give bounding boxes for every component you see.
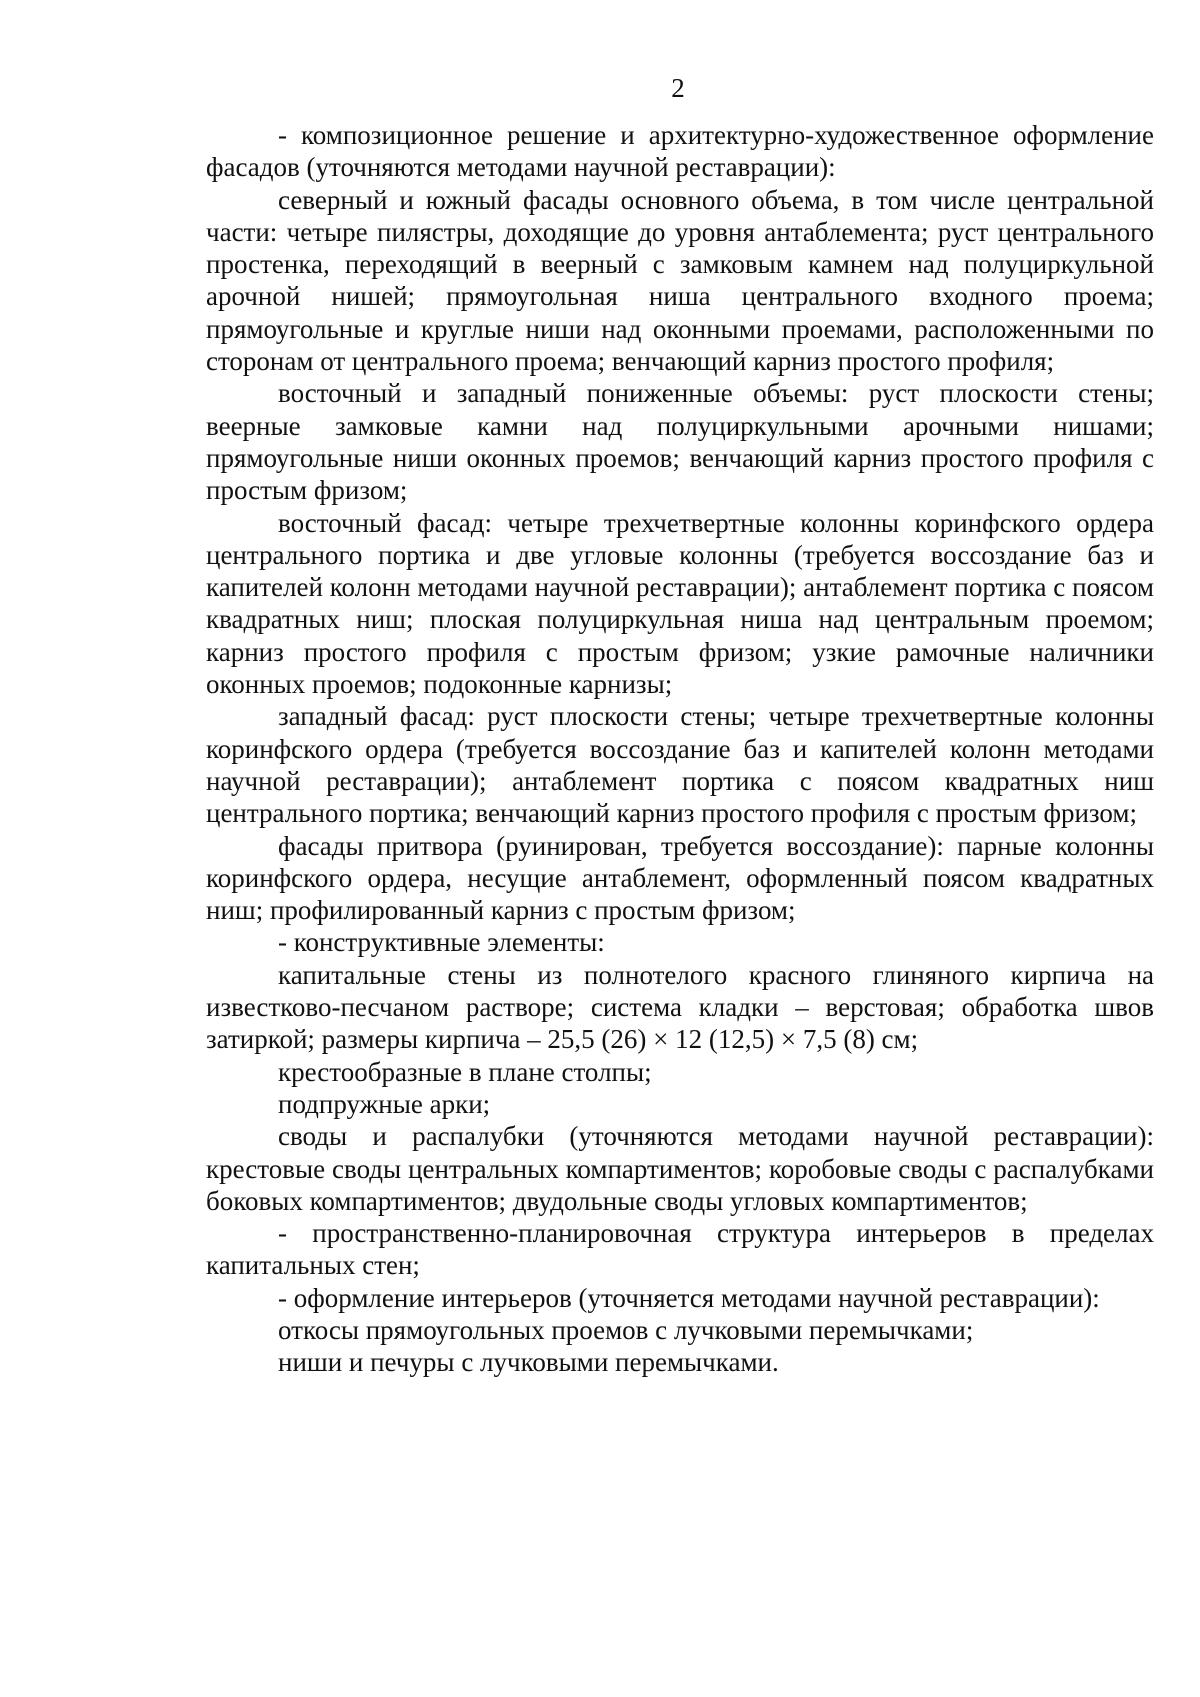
paragraph-east-facade: восточный фасад: четыре трехчетвертные колонны коринфского ордера центрального портика и две угловые колонны (требуется воссоздание баз и капителей колонн методами научной реставрации); антаблемент портика с поясом квадратных ниш; плоская полуциркульная ниша над центральным проемом; карниз простого профиля с простым фризом; узкие рамочные наличники оконных проемов; подоконные карнизы; (206, 507, 1154, 700)
paragraph-west-facade: западный фасад: руст плоскости стены; четыре трехчетвертные колонны коринфского ордера (требуется воссоздание баз и капителей колонн методами научной реставрации); антаблемент портика с поясом квадратных ниш центрального портика; венчающий карниз простого профиля с простым фризом; (206, 701, 1154, 829)
paragraph-niches: ниши и печуры с лучковыми перемычками. (278, 1347, 779, 1378)
paragraph-interiors: - оформление интерьеров (уточняется методами научной реставрации): (278, 1282, 1100, 1313)
paragraph-arches: подпружные арки; (278, 1088, 491, 1119)
paragraph-pillars: крестообразные в плане столпы; (278, 1056, 652, 1087)
paragraph-capital-walls: капитальные стены из полнотелого красного глиняного кирпича на известково-песчаном растворе; система кладки – верстовая; обработка швов затиркой; размеры кирпича – 25,5 (26) × 12 (12,5) × 7,5 (8) см; (206, 959, 1154, 1055)
paragraph-narthex-facades: фасады притвора (руинирован, требуется воссоздание): парные колонны коринфского ордера, несущие антаблемент, оформленный поясом квадратных ниш; профилированный карниз с простым фризом; (206, 830, 1154, 926)
paragraph-composition: - композиционное решение и архитектурно-художественное оформление фасадов (уточняются методами научной реставрации): (206, 120, 1154, 183)
paragraph-north-south-facades: северный и южный фасады основного объема, в том числе центральной части: четыре пилястры, доходящие до уровня антаблемента; руст центрального простенка, переходящий в веерный с замковым камнем над полуциркульной арочной нишей; прямоугольная ниша центрального входного проема; прямоугольные и круглые ниши над оконными проемами, расположенными по сторонам от центрального проема; венчающий карниз простого профиля; (206, 184, 1154, 377)
paragraph-spatial-structure: - пространственно-планировочная структура интерьеров в пределах капитальных стен; (206, 1218, 1154, 1281)
paragraph-structural-elements: - конструктивные элементы: (278, 927, 605, 958)
document-body (206, 119, 1154, 1379)
page-number: 2 (671, 73, 685, 103)
paragraph-east-west-lower-volumes: восточный и западный пониженные объемы: руст плоскости стены; веерные замковые камни над полуциркульными арочными нишами; прямоугольные ниши оконных проемов; венчающий карниз простого профиля с простым фризом; (206, 378, 1154, 506)
paragraph-openings: откосы прямоугольных проемов с лучковыми перемычками; (278, 1314, 974, 1345)
paragraph-vaults: своды и распалубки (уточняются методами научной реставрации): крестовые своды центральных компартиментов; коробовые своды с распалубками боковых компартиментов; двудольные своды угловых компартиментов; (206, 1121, 1154, 1216)
